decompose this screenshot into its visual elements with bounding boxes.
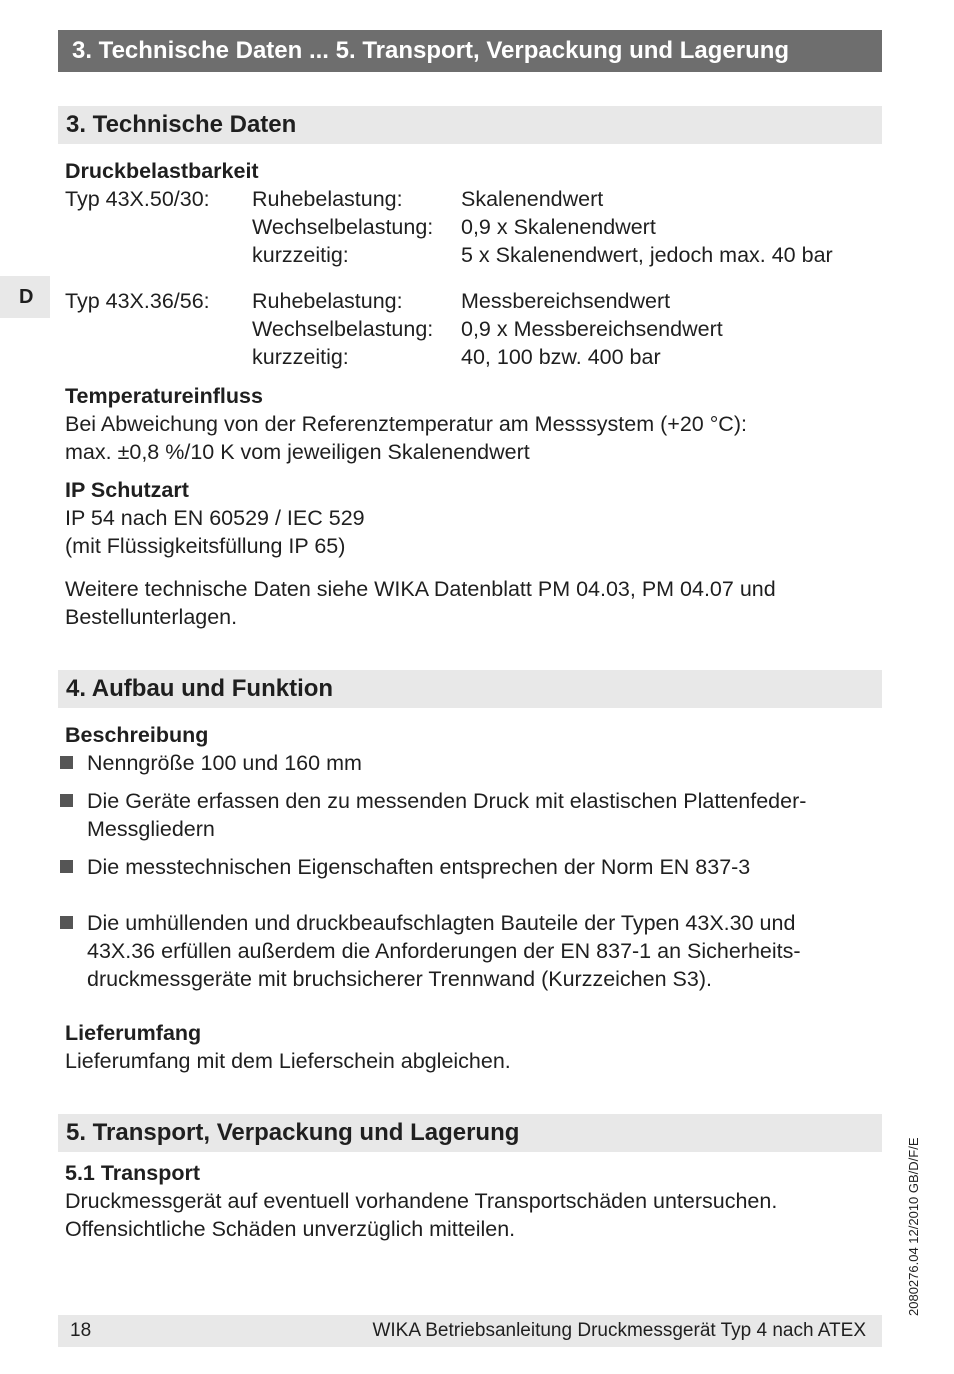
bullet-item-text: Die umhüllenden und druckbeaufschlagten Bauteile der Typen 43X.30 und [87,911,796,935]
paragraph-line: max. ±0,8 %/10 K vom jeweiligen Skalenendwert [65,440,530,464]
subheading-druckbelastbarkeit: Druckbelastbarkeit [65,159,259,183]
load-label: kurzzeitig: [252,345,349,369]
language-tab: D [0,276,50,318]
load-value: 5 x Skalenendwert, jedoch max. 40 bar [461,243,833,267]
bullet-item-text: Die messtechnischen Eigenschaften entsprechen der Norm EN 837-3 [87,855,751,879]
subheading-lieferumfang: Lieferumfang [65,1021,202,1045]
bullet-square [60,860,73,873]
bullet-item-text: Nenngröße 100 und 160 mm [87,751,362,775]
bullet-item-text: Messgliedern [87,817,215,841]
load-label: Wechselbelastung: [252,215,434,239]
load-label: Ruhebelastung: [252,187,403,211]
subheading-transport: 5.1 Transport [65,1161,201,1185]
bullet-square [60,756,73,769]
paragraph-line: Offensichtliche Schäden unverzüglich mitteilen. [65,1217,516,1241]
type-label: Typ 43X.50/30: [65,187,210,211]
document-number: 2080276.04 12/2010 GB/D/F/E [906,1137,921,1316]
bullet-item-text: 43X.36 erfüllen außerdem die Anforderungen der EN 837-1 an Sicherheits- [87,939,801,963]
load-label: kurzzeitig: [252,243,349,267]
subheading-beschreibung: Beschreibung [65,723,209,747]
page-header: 3. Technische Daten ... 5. Transport, Verpackung und Lagerung [58,30,882,72]
load-label: Ruhebelastung: [252,289,403,313]
load-value: 0,9 x Messbereichsendwert [461,317,723,341]
load-value: 40, 100 bzw. 400 bar [461,345,661,369]
section-heading-technische-daten: 3. Technische Daten [58,106,882,144]
paragraph-line: Bestellunterlagen. [65,605,238,629]
section-heading-transport: 5. Transport, Verpackung und Lagerung [58,1114,882,1152]
subheading-ip-schutzart: IP Schutzart [65,478,189,502]
bullet-square [60,916,73,929]
type-label: Typ 43X.36/56: [65,289,210,313]
page-footer [58,1315,882,1347]
bullet-item-text: Die Geräte erfassen den zu messenden Druck mit elastischen Plattenfeder- [87,789,807,813]
load-value: 0,9 x Skalenendwert [461,215,656,239]
paragraph-line: Druckmessgerät auf eventuell vorhandene Transportschäden untersuchen. [65,1189,778,1213]
section-heading-aufbau: 4. Aufbau und Funktion [58,670,882,708]
paragraph-line: Lieferumfang mit dem Lieferschein abgleichen. [65,1049,511,1073]
load-label: Wechselbelastung: [252,317,434,341]
paragraph-line: Weitere technische Daten siehe WIKA Datenblatt PM 04.03, PM 04.07 und [65,577,776,601]
load-value: Skalenendwert [461,187,604,211]
page-number: 18 [70,1320,92,1341]
bullet-item-text: druckmessgeräte mit bruchsicherer Trennwand (Kurzzeichen S3). [87,967,712,991]
paragraph-line: Bei Abweichung von der Referenztemperatur am Messsystem (+20 °C): [65,412,747,436]
paragraph-line: (mit Flüssigkeitsfüllung IP 65) [65,534,346,558]
paragraph-line: IP 54 nach EN 60529 / IEC 529 [65,506,365,530]
footer-title: WIKA Betriebsanleitung Druckmessgerät Typ 4 nach ATEX [372,1320,866,1341]
subheading-temperatureinfluss: Temperatureinfluss [65,384,263,408]
load-value: Messbereichsendwert [461,289,671,313]
bullet-square [60,794,73,807]
